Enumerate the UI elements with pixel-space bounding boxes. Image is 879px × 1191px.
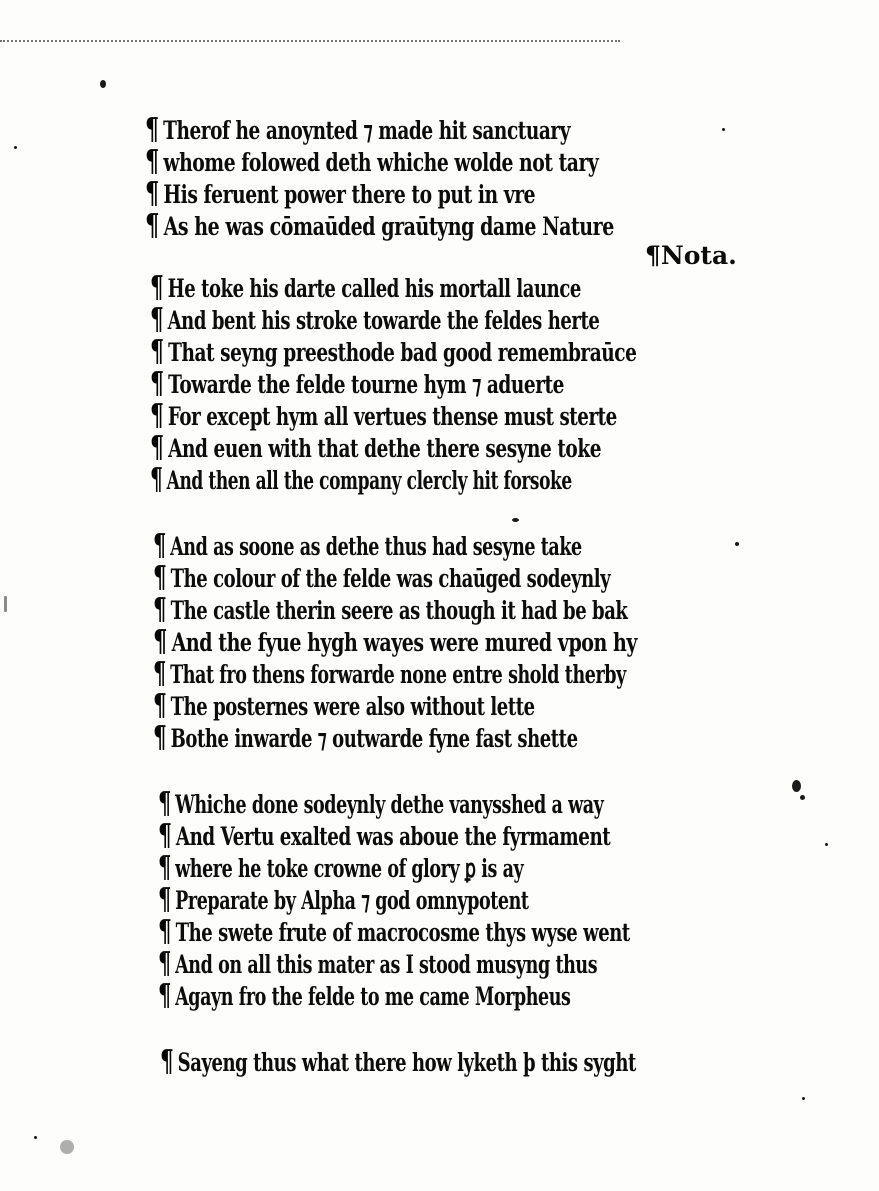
pilcrow-mark: ¶ xyxy=(150,302,164,337)
verse-line xyxy=(158,980,570,1013)
verse-text: And on all this mater as I stood musyng thus xyxy=(175,950,598,979)
pilcrow-mark: ¶ xyxy=(160,1044,174,1079)
verse-text: Preparate by Alpha ⁊ god omnypotent xyxy=(175,886,529,915)
verse-text: As he was cōmaūded graūtyng dame Nature xyxy=(163,212,614,241)
verse-text: And as soone as dethe thus had sesyne take xyxy=(170,532,582,561)
pilcrow-mark: ¶ xyxy=(145,176,159,211)
ink-speck xyxy=(34,1136,37,1139)
verse-line xyxy=(158,820,610,853)
ink-speck xyxy=(100,80,106,88)
verse-line xyxy=(153,530,582,563)
verse-text: And then all the company clercly hit forsoke xyxy=(166,466,572,495)
verse-text: That fro thens forwarde none entre shold therby xyxy=(170,660,626,689)
verse-line xyxy=(153,626,637,659)
pilcrow-mark: ¶ xyxy=(153,720,167,755)
verse-text: And bent his stroke towarde the feldes herte xyxy=(167,306,600,335)
pilcrow-mark: ¶ xyxy=(158,914,172,949)
verse-text: The castle therin seere as though it had be bak xyxy=(170,596,628,625)
verse-text: And the fyue hygh wayes were mured vpon hy xyxy=(171,628,637,657)
pilcrow-mark: ¶ xyxy=(150,398,164,433)
verse-line xyxy=(150,400,617,433)
verse-text: And Vertu exalted was aboue the fyrmament xyxy=(175,822,611,851)
verse-line xyxy=(153,722,578,755)
verse-text: For except hym all vertues thense must sterte xyxy=(167,402,617,431)
verse-text: The colour of the felde was chaūged sodeynly xyxy=(170,564,611,593)
verse-text: Whiche done sodeynly dethe vanysshed a way xyxy=(175,790,604,819)
verse-line xyxy=(150,272,581,305)
verse-text: Sayeng thus what there how lyketh þ this syght xyxy=(177,1048,636,1077)
pilcrow-mark: ¶ xyxy=(153,560,167,595)
ink-speck xyxy=(792,780,801,792)
verse-line xyxy=(145,146,598,179)
verse-line xyxy=(145,210,614,243)
pilcrow-mark: ¶ xyxy=(158,850,171,885)
verse-text: Agayn fro the felde to me came Morpheus xyxy=(175,982,571,1011)
verse-line xyxy=(145,178,535,211)
verse-line xyxy=(150,368,564,401)
ink-speck xyxy=(14,146,17,149)
ink-speck xyxy=(60,1140,74,1154)
top-edge-rule xyxy=(0,40,620,42)
pilcrow-mark: ¶ xyxy=(145,112,159,147)
verse-line xyxy=(158,948,597,981)
verse-line xyxy=(160,1046,636,1079)
nota-margin-note: ¶Nota. xyxy=(645,241,737,270)
verse-text: Bothe inwarde ⁊ outwarde fyne fast shette xyxy=(170,724,578,753)
verse-line xyxy=(158,884,529,917)
pilcrow-mark: ¶ xyxy=(145,208,160,243)
pilcrow-mark: ¶ xyxy=(153,624,168,659)
ink-speck xyxy=(722,128,725,131)
ink-speck xyxy=(735,542,739,546)
pilcrow-mark: ¶ xyxy=(150,430,164,465)
verse-text: The swete frute of macrocosme thys wyse went xyxy=(175,918,630,947)
verse-text: And euen with that dethe there sesyne toke xyxy=(168,434,602,463)
ink-speck xyxy=(4,596,7,612)
verse-text: where he toke crowne of glory ꝑ is ay xyxy=(175,854,524,883)
pilcrow-mark: ¶ xyxy=(150,334,164,369)
verse-text: The posternes were also without lette xyxy=(170,692,535,721)
verse-line xyxy=(153,594,627,627)
pilcrow-mark: ¶ xyxy=(150,462,163,497)
pilcrow-mark: ¶ xyxy=(158,818,172,853)
pilcrow-mark: ¶ xyxy=(158,786,171,821)
pilcrow-mark: ¶ xyxy=(153,592,167,627)
verse-line xyxy=(150,464,572,497)
verse-line xyxy=(145,114,570,147)
ink-speck xyxy=(800,795,805,800)
verse-text: Towarde the felde tourne hym ⁊ aduerte xyxy=(168,370,564,399)
pilcrow-mark: ¶ xyxy=(158,978,171,1013)
ink-speck xyxy=(825,843,828,846)
verse-text: His feruent power there to put in vre xyxy=(163,180,536,209)
verse-line xyxy=(153,562,610,595)
verse-text: whome folowed deth whiche wolde not tary xyxy=(163,148,599,177)
pilcrow-mark: ¶ xyxy=(153,656,166,691)
pilcrow-mark: ¶ xyxy=(150,270,164,305)
verse-line xyxy=(153,690,535,723)
pilcrow-mark: ¶ xyxy=(153,528,166,563)
ink-speck xyxy=(512,518,519,522)
verse-line xyxy=(158,916,630,949)
verse-line xyxy=(158,788,603,821)
verse-text: That seyng preesthode bad good remembraūce xyxy=(168,338,637,367)
pilcrow-mark: ¶ xyxy=(150,366,164,401)
pilcrow-mark: ¶ xyxy=(153,688,167,723)
verse-text: Therof he anoynted ⁊ made hit sanctuary xyxy=(163,116,571,145)
verse-line xyxy=(158,852,523,885)
pilcrow-mark: ¶ xyxy=(158,882,171,917)
verse-line xyxy=(150,336,636,369)
verse-text: He toke his darte called his mortall launce xyxy=(167,274,581,303)
verse-line xyxy=(153,658,626,691)
pilcrow-mark: ¶ xyxy=(145,144,159,179)
ink-speck xyxy=(802,1097,805,1100)
verse-line xyxy=(150,304,599,337)
pilcrow-mark: ¶ xyxy=(158,946,171,981)
verse-line xyxy=(150,432,601,465)
